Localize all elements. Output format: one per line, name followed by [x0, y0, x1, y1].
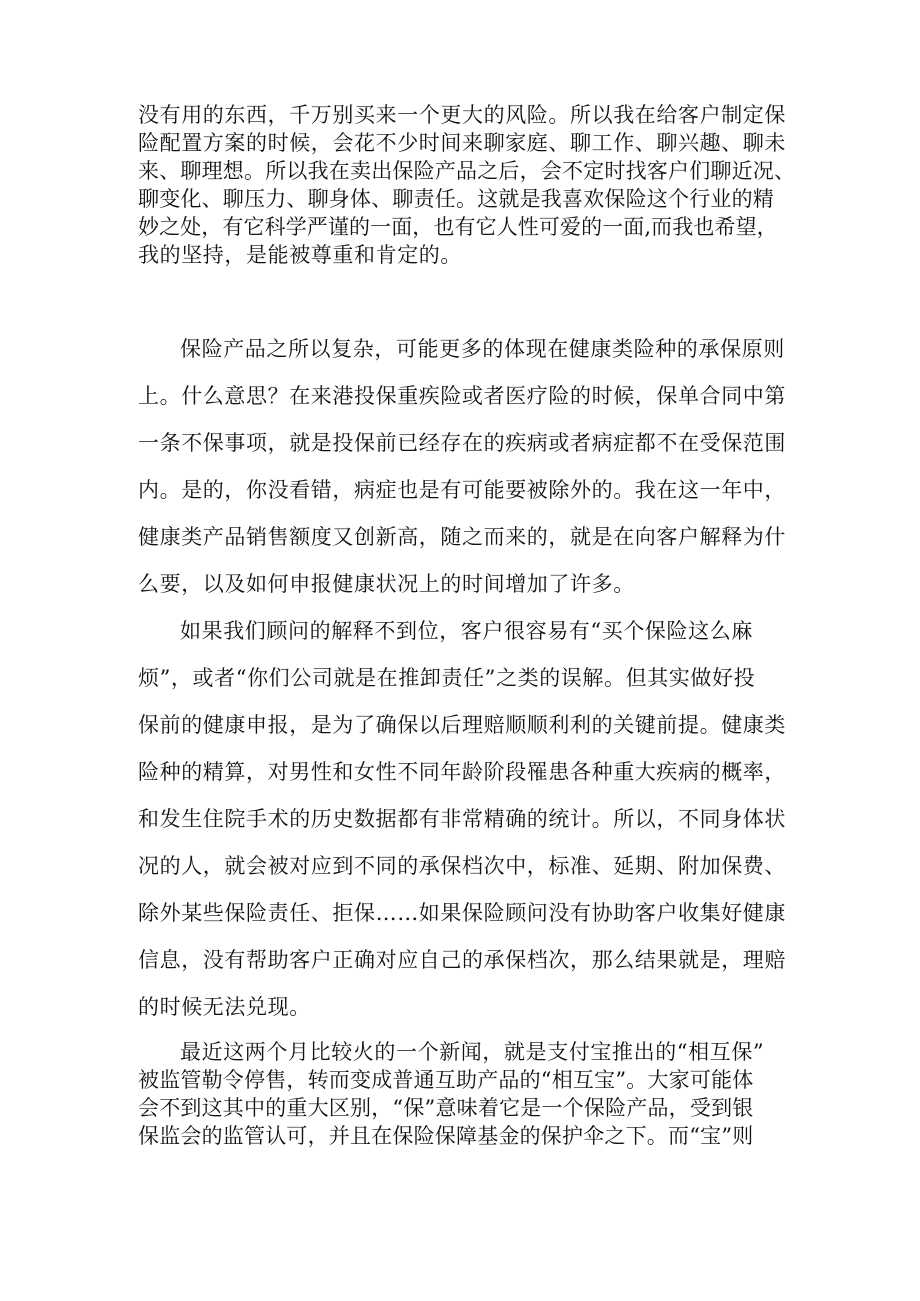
text-line: 险种的精算，对男性和女性不同年龄阶段罹患各种重大疾病的概率，: [138, 760, 786, 784]
text-line: 保险产品之所以复杂，可能更多的体现在健康类险种的承保原则: [180, 337, 785, 361]
text-line: 么要，以及如何申报健康状况上的时间增加了许多。: [138, 572, 635, 596]
text-line: 内。是的，你没看错，病症也是有可能要被除外的。我在这一年中，: [138, 478, 786, 502]
text-line: 和发生住院手术的历史数据都有非常精确的统计。所以，不同身体状: [138, 807, 786, 831]
text-line: 的时候无法兑现。: [138, 995, 311, 1019]
text-line: 烦”，或者“你们公司就是在推卸责任”之类的误解。但其实做好投: [138, 666, 756, 690]
text-line: 没有用的东西，千万别买来一个更大的风险。所以我在给客户制定保: [138, 103, 786, 127]
text-line: 如果我们顾问的解释不到位，客户很容易有“买个保险这么麻: [180, 619, 753, 643]
text-line: 险配置方案的时候，会花不少时间来聊家庭、聊工作、聊兴趣、聊未: [138, 131, 786, 155]
text-line: 最近这两个月比较火的一个新闻，就是支付宝推出的“相互保”: [180, 1040, 765, 1064]
text-line: 妙之处，有它科学严谨的一面，也有它人性可爱的一面,而我也希望，: [138, 215, 778, 239]
text-line: 上。什么意思？在来港投保重疾险或者医疗险的时候，保单合同中第: [138, 384, 786, 408]
text-line: 一条不保事项，就是投保前已经存在的疾病或者病症都不在受保范围: [138, 431, 786, 455]
text-line: 况的人，就会被对应到不同的承保档次中，标准、延期、附加保费、: [138, 854, 786, 878]
text-line: 我的坚持，是能被尊重和肯定的。: [138, 243, 462, 267]
text-line: 被监管勒令停售，转而变成普通互助产品的“相互宝”。大家可能体: [138, 1068, 754, 1092]
text-line: 健康类产品销售额度又创新高，随之而来的，就是在向客户解释为什: [138, 525, 786, 549]
text-line: 除外某些保险责任、拒保……如果保险顾问没有协助客户收集好健康: [138, 901, 786, 925]
text-line: 聊变化、聊压力、聊身体、聊责任。这就是我喜欢保险这个行业的精: [138, 187, 774, 211]
text-line: 保前的健康申报，是为了确保以后理赔顺顺利利的关键前提。健康类: [138, 713, 786, 737]
text-line: 来、聊理想。所以我在卖出保险产品之后，会不定时找客户们聊近况、: [138, 159, 796, 183]
text-line: 保监会的监管认可，并且在保险保障基金的保护伞之下。而“宝”则: [138, 1124, 754, 1148]
text-line: 信息，没有帮助客户正确对应自己的承保档次，那么结果就是，理赔: [138, 948, 786, 972]
text-line: 会不到这其中的重大区别，“保”意味着它是一个保险产品，受到银: [138, 1096, 754, 1120]
